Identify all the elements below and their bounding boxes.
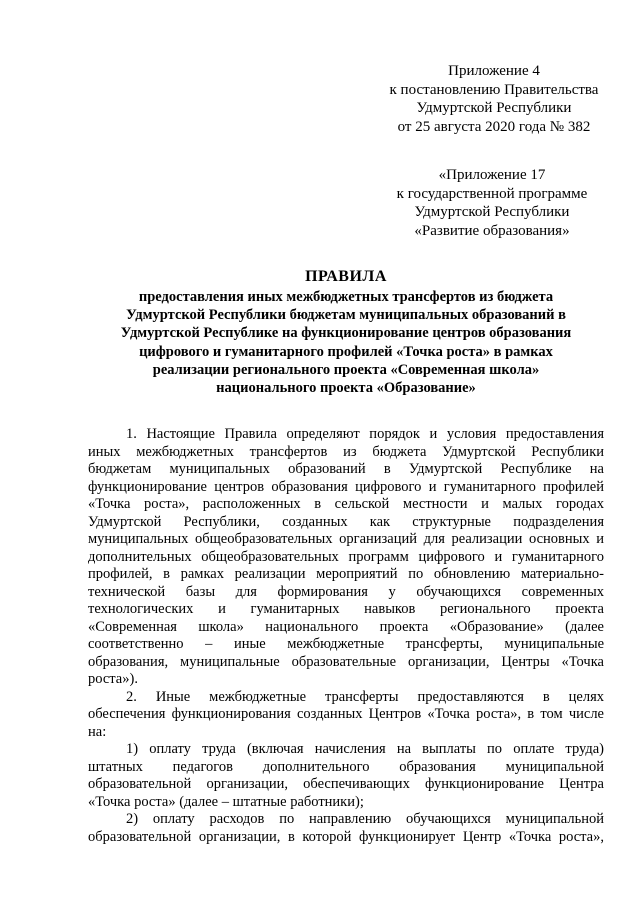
subtitle-line: реализации регионального проекта «Современная школа» — [152, 361, 540, 378]
body-line: иных межбюджетных трансфертов из бюджета Удмуртской Республики — [88, 443, 604, 460]
body-line: роста»). — [88, 671, 138, 687]
title-block — [100, 267, 592, 397]
body-line: 1) оплату труда (включая начисления на выплаты по оплате труда) — [126, 741, 604, 757]
appendix-17-line: «Приложение 17 — [438, 167, 546, 183]
body-line: 1. Настоящие Правила определяют порядок и условия предоставления — [126, 426, 604, 442]
body-line: Удмуртской Республики, созданных как структурные подразделения — [88, 513, 604, 530]
document-title: ПРАВИЛА — [305, 268, 387, 285]
body-line: дополнительных общеобразовательных программ цифрового и гуманитарного — [88, 548, 604, 565]
body-line: 2. Иные межбюджетные трансферты предоставляются в целях — [126, 688, 604, 705]
appendix-4-line: от 25 августа 2020 года № 382 — [397, 118, 591, 135]
appendix-4-header — [380, 62, 608, 136]
subtitle-line: предоставления иных межбюджетных трансфертов из бюджета — [138, 289, 554, 305]
body-line: образования, муниципальные образовательные организации, Центры «Точка — [88, 653, 604, 670]
subtitle-line: цифрового и гуманитарного профилей «Точка роста» в рамках — [139, 343, 553, 360]
body-line: бюджетам муниципальных образований в Удмуртской Республике на — [88, 461, 604, 477]
subtitle-line: национального проекта «Образование» — [216, 380, 476, 397]
body-line: «Современная школа» национального проекта «Образование» (далее — [88, 618, 604, 635]
appendix-17-line: к государственной программе — [396, 185, 588, 202]
body-line: обеспечения функционирования созданных Центров «Точка роста», в том числе — [88, 706, 604, 722]
subtitle-line: Удмуртской Республики бюджетам муниципальных образований в — [126, 307, 566, 324]
body-line: муниципальных общеобразовательных организаций для реализации основных и — [88, 531, 604, 547]
body-line: функционирование центров образования цифрового и гуманитарного профилей — [88, 478, 604, 495]
body-line: образовательной организации, в которой функционирует Центр «Точка роста», — [88, 828, 604, 845]
subtitle-line: Удмуртской Республике на функционирование центров образования — [120, 325, 572, 342]
appendix-4-line: к постановлению Правительства — [389, 81, 599, 98]
appendix-17-header — [370, 166, 614, 240]
body-line: «Точка роста», расположенных в сельской местности и малых городах — [88, 496, 604, 512]
body-line: образовательной организации, обеспечивающих функционирование Центра — [88, 776, 604, 792]
document-body — [88, 426, 604, 846]
appendix-17-line: Удмуртской Республики — [414, 204, 570, 220]
body-line: на: — [88, 723, 107, 740]
appendix-17-line: «Развитие образования» — [414, 222, 570, 239]
body-line: технической базы для формирования у обучающихся современных — [88, 583, 604, 600]
body-line: соответственно – иные межбюджетные трансферты, муниципальные — [88, 636, 604, 652]
body-line: штатных педагогов дополнительного образования муниципальной — [88, 758, 604, 775]
appendix-4-line: Приложение 4 — [448, 63, 540, 79]
body-line: 2) оплату расходов по направлению обучающихся муниципальной — [126, 811, 604, 827]
body-line: профилей, в рамках реализации мероприятий по обновлению материально- — [88, 566, 604, 582]
body-line: технологических и гуманитарных навыков регионального проекта — [88, 601, 604, 617]
appendix-4-line: Удмуртской Республики — [416, 100, 572, 116]
body-line: «Точка роста» (далее – штатные работники); — [88, 793, 364, 810]
